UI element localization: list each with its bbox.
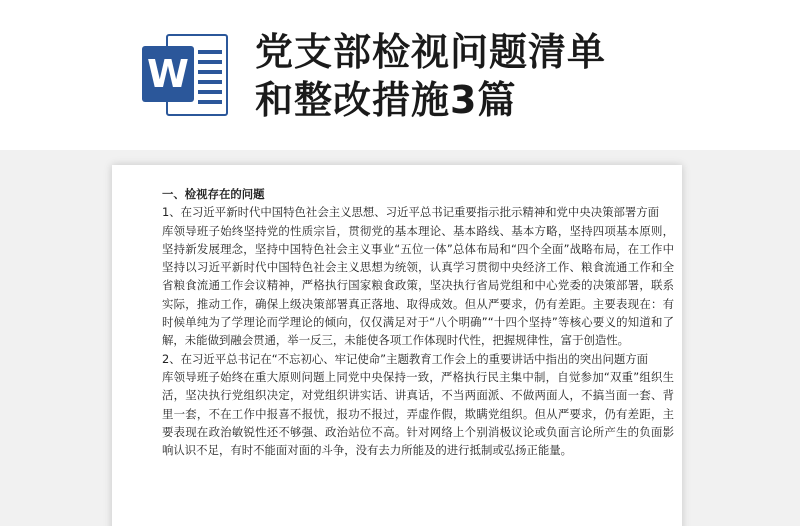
page-title: [255, 28, 785, 124]
body-paragraph: 库领导班子始终坚持党的性质宗旨，贯彻党的基本理论、基本路线、基本方略，坚持四项基本原则，坚持新发展理念，坚持中国特色社会主义事业“五位一体”总体布局和“四个全面”战略布局，在工作中坚持以习近平新时代中国特色社会主义思想为统领，认真学习贯彻中央经济工作、粮食流通工作和全省粮食流通工作会议精神，严格执行国家粮食政策，坚决执行省局党组和中心党委的决策部署，联系实际，推动工作，确保上级决策部署真正落地、取得成效。但从严要求，仍有差距。主要表现在：有时候单纯为了学理论而学理论的倾向，仅仅满足对于“八个明确”“十四个坚持”等核心要义的知道和了解，未能做到融会贯通，举一反三，未能使各项工作体现时代性，把握规律性，富于创造性。: [162, 223, 674, 348]
word-icon-line: [198, 60, 222, 64]
word-icon: [140, 32, 232, 118]
section-heading: 一、检视存在的问题: [162, 187, 265, 201]
word-icon-line: [198, 100, 222, 104]
page-title-line2: 和整改措施3篇: [255, 78, 517, 122]
word-icon-line: [198, 80, 222, 84]
body-paragraph: 库领导班子始终在重大原则问题上同党中央保持一致，严格执行民主集中制，自觉参加“双重”组织生活，坚决执行党组织决定，对党组织讲实话、讲真话，不当两面派、不做两面人，不搞当面一套、背里一套，不在工作中报喜不报忧，报功不报过，弄虚作假，欺瞒党组织。但从严要求，仍有差距，主要表现在政治敏锐性还不够强、政治站位不高。针对网络上个别消极议论或负面言论所产生的负面影响认识不足，有时不能面对面的斗争，没有去力所能及的进行抵制或弘扬正能量。: [162, 369, 674, 458]
page-title-line1: 党支部检视问题清单: [255, 30, 607, 74]
document-preview: [112, 165, 682, 526]
word-icon-line: [198, 50, 222, 54]
word-icon-line: [198, 90, 222, 94]
word-icon-line: [198, 70, 222, 74]
subsection-heading: 2、在习近平总书记在“不忘初心、牢记使命”主题教育工作会上的重要讲话中指出的突出问题方面: [162, 351, 649, 366]
word-icon-letter: W: [142, 46, 194, 102]
document-body: [162, 185, 674, 459]
subsection-heading: 1、在习近平新时代中国特色社会主义思想、习近平总书记重要指示批示精神和党中央决策部署方面: [162, 205, 660, 220]
